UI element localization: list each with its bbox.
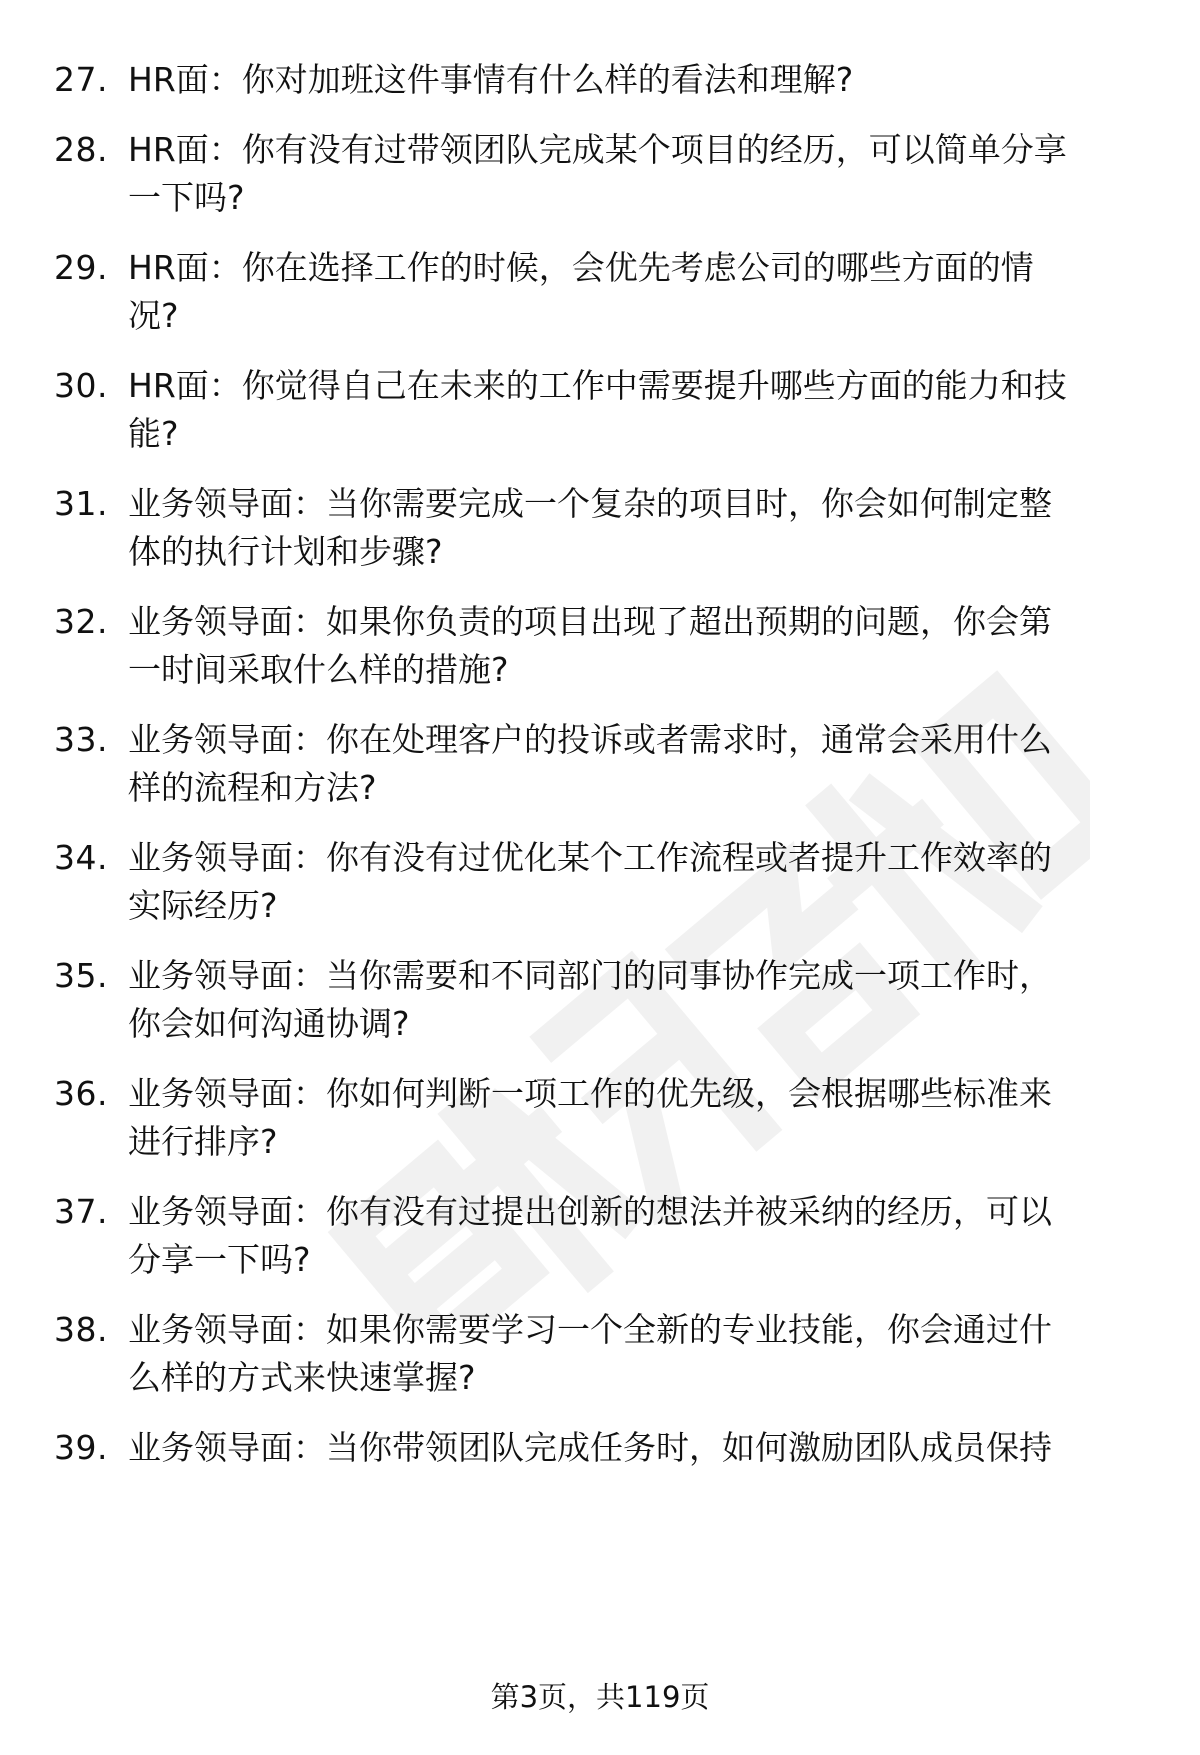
question-text-line: 业务领导面：你在处理客户的投诉或者需求时，通常会采用什么 — [128, 720, 1052, 759]
question-text-line: 进行排序? — [128, 1122, 278, 1161]
question-text-line: 一下吗? — [128, 178, 245, 217]
question-text — [128, 1188, 1158, 1284]
question-text — [128, 1070, 1158, 1166]
question-text-line: HR面：你在选择工作的时候，会优先考虑公司的哪些方面的情 — [128, 248, 1034, 287]
question-text-line: HR面：你对加班这件事情有什么样的看法和理解? — [128, 60, 854, 99]
question-text-line: 能? — [128, 414, 179, 453]
question-text — [128, 716, 1158, 812]
question-text-line: 你会如何沟通协调? — [128, 1004, 410, 1043]
question-text-line: HR面：你有没有过带领团队完成某个项目的经历，可以简单分享 — [128, 130, 1067, 169]
question-text-line: 体的执行计划和步骤? — [128, 532, 443, 571]
question-text-line: 业务领导面：如果你需要学习一个全新的专业技能，你会通过什 — [128, 1310, 1052, 1349]
question-text-line: 业务领导面：如果你负责的项目出现了超出预期的问题，你会第 — [128, 602, 1052, 641]
question-text-line: 业务领导面：你如何判断一项工作的优先级，会根据哪些标准来 — [128, 1074, 1052, 1113]
question-number: 27. — [54, 60, 108, 99]
question-text — [128, 598, 1158, 694]
question-text — [128, 126, 1158, 222]
question-text — [128, 1424, 1158, 1472]
question-number: 33. — [54, 720, 108, 759]
question-text — [128, 480, 1158, 576]
question-number: 32. — [54, 602, 108, 641]
question-text — [128, 834, 1158, 930]
question-text-line: 分享一下吗? — [128, 1240, 311, 1279]
question-number: 28. — [54, 130, 108, 169]
question-number: 37. — [54, 1192, 108, 1231]
question-text — [128, 362, 1158, 458]
question-text-line: 业务领导面：你有没有过优化某个工作流程或者提升工作效率的 — [128, 838, 1052, 877]
question-text-line: 业务领导面：当你带领团队完成任务时，如何激励团队成员保持 — [128, 1428, 1052, 1467]
question-number: 35. — [54, 956, 108, 995]
page-number-footer: 第3页，共119页 — [490, 1680, 710, 1714]
question-text-line: 一时间采取什么样的措施? — [128, 650, 509, 689]
question-text — [128, 56, 1158, 104]
question-text-line: 实际经历? — [128, 886, 278, 925]
question-number: 36. — [54, 1074, 108, 1113]
question-number: 30. — [54, 366, 108, 405]
question-text-line: 么样的方式来快速掌握? — [128, 1358, 476, 1397]
question-number: 38. — [54, 1310, 108, 1349]
question-text — [128, 244, 1158, 340]
question-number: 29. — [54, 248, 108, 287]
question-text-line: 样的流程和方法? — [128, 768, 377, 807]
question-text — [128, 1306, 1158, 1402]
question-text — [128, 952, 1158, 1048]
question-number: 31. — [54, 484, 108, 523]
question-text-line: 业务领导面：当你需要完成一个复杂的项目时，你会如何制定整 — [128, 484, 1052, 523]
question-text-line: 况? — [128, 296, 179, 335]
question-text-line: 业务领导面：你有没有过提出创新的想法并被采纳的经历，可以 — [128, 1192, 1052, 1231]
question-number: 34. — [54, 838, 108, 877]
question-text-line: HR面：你觉得自己在未来的工作中需要提升哪些方面的能力和技 — [128, 366, 1067, 405]
question-text-line: 业务领导面：当你需要和不同部门的同事协作完成一项工作时， — [128, 956, 1052, 995]
question-number: 39. — [54, 1428, 108, 1467]
